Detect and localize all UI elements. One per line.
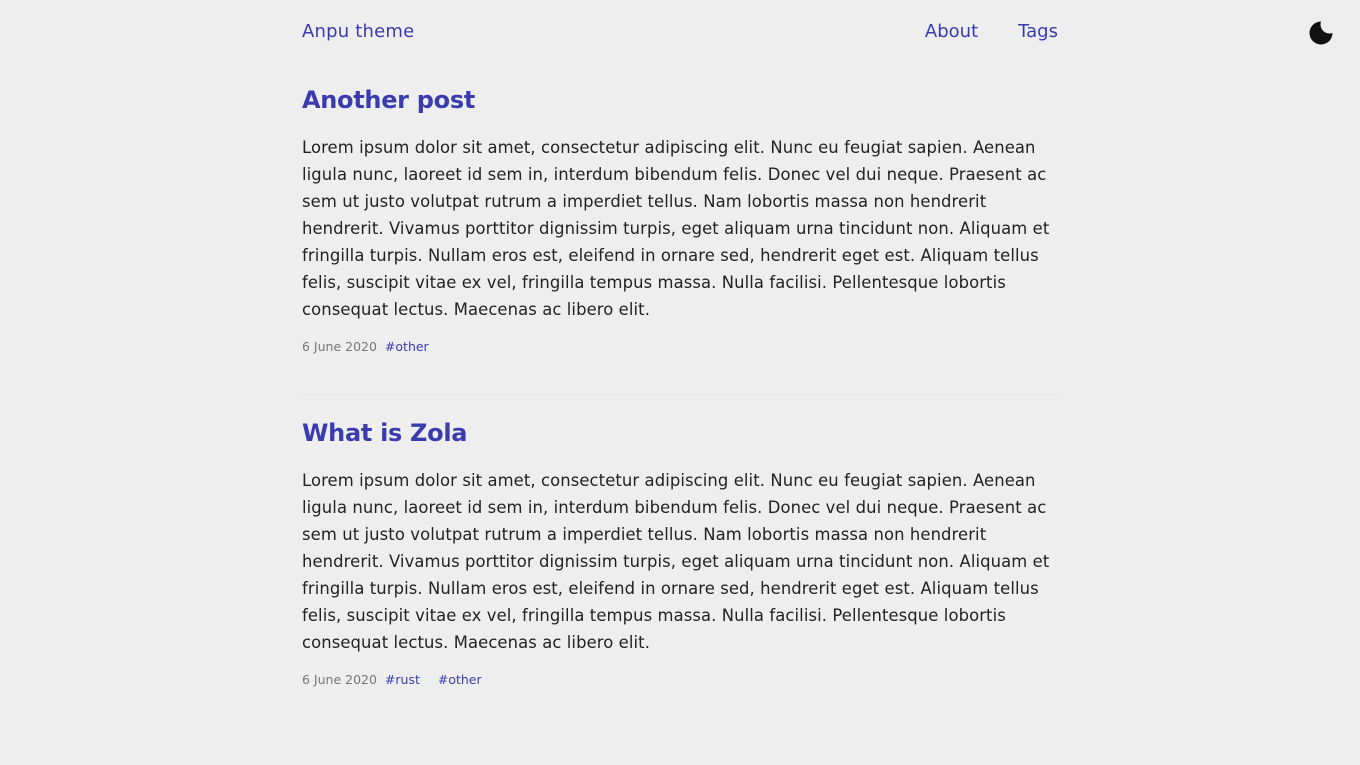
post-summary: Lorem ipsum dolor sit amet, consectetur adipiscing elit. Nunc eu feugiat sapien. Aenean ligula nunc, laoreet id sem in, interdum bibendum felis. Donec vel dui neque. Praesent ac sem ut justo volutpat rutrum a imperdiet tellus. Nam lobortis massa non hendrerit hendrerit. Vivamus porttitor dignissim turpis, eget aliquam urna tincidunt non. Aliquam et fringilla turpis. Nullam eros est, eleifend in ornare sed, hendrerit eget est. Aliquam tellus felis, suscipit vitae ex vel, fringilla tempus massa. Nulla facilisi. Pellentesque lobortis consequat lectus. Maecenas ac libero elit. [302, 138, 1050, 319]
post-summary: Lorem ipsum dolor sit amet, consectetur adipiscing elit. Nunc eu feugiat sapien. Aenean ligula nunc, laoreet id sem in, interdum bibendum felis. Donec vel dui neque. Praesent ac sem ut justo volutpat rutrum a imperdiet tellus. Nam lobortis massa non hendrerit hendrerit. Vivamus porttitor dignissim turpis, eget aliquam urna tincidunt non. Aliquam et fringilla turpis. Nullam eros est, eleifend in ornare sed, hendrerit eget est. Aliquam tellus felis, suscipit vitae ex vel, fringilla tempus massa. Nulla facilisi. Pellentesque lobortis consequat lectus. Maecenas ac libero elit. [302, 471, 1050, 652]
moon-icon [1308, 20, 1334, 46]
tag-link-other[interactable]: #other [384, 339, 429, 354]
post-item [302, 395, 1058, 689]
theme-toggle-button[interactable] [1308, 20, 1334, 46]
main-nav [925, 21, 1058, 42]
nav-item-tags[interactable]: Tags [1018, 20, 1058, 42]
post-date: 6 June 2020 [302, 672, 377, 687]
site-title-link[interactable]: Anpu theme [302, 20, 415, 42]
post-meta [302, 671, 1058, 689]
post-title-link[interactable]: What is Zola [302, 419, 468, 447]
post-meta [302, 338, 1058, 356]
post-item [302, 62, 1058, 356]
tag-link-other[interactable]: #other [437, 672, 482, 687]
main-container [302, 0, 1058, 689]
tag-link-rust[interactable]: #rust [384, 672, 420, 687]
post-date: 6 June 2020 [302, 339, 377, 354]
site-header [302, 0, 1058, 62]
post-title-link[interactable]: Another post [302, 86, 476, 114]
nav-item-about[interactable]: About [924, 20, 979, 42]
